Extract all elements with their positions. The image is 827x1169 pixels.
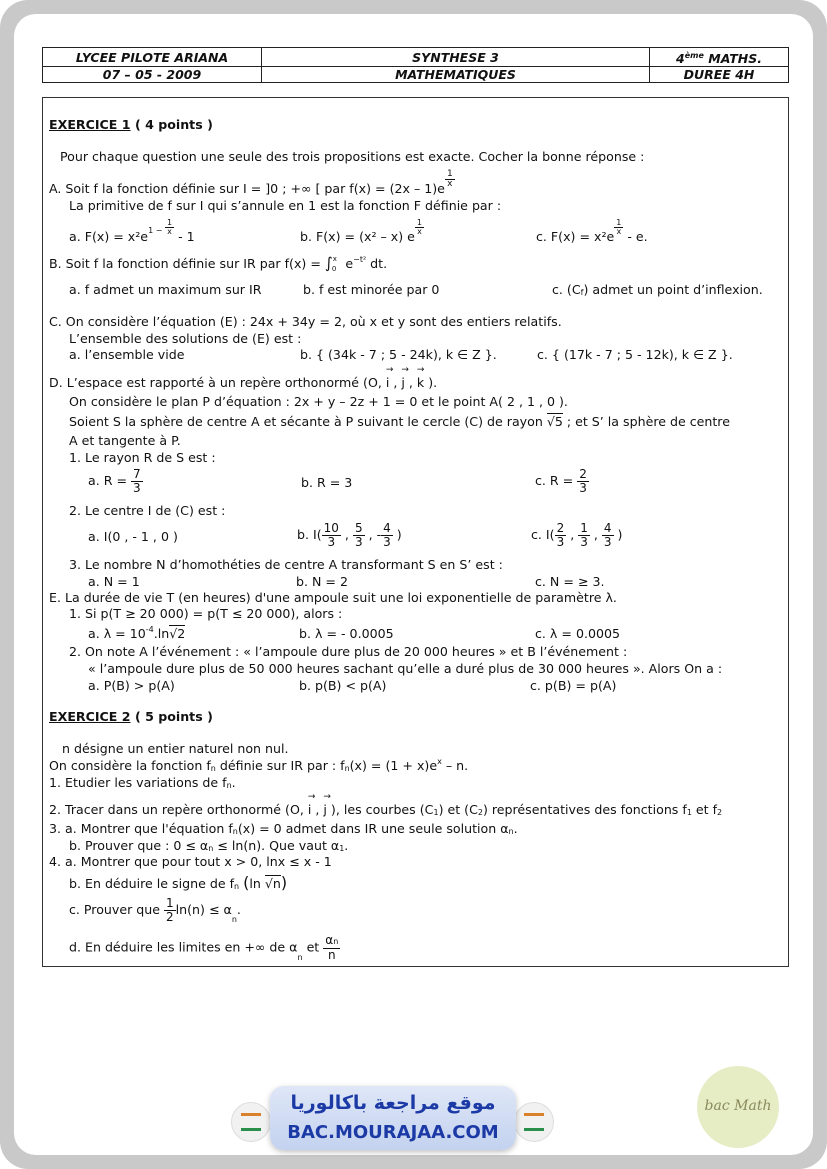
qD1: 1. Le rayon R de S est : bbox=[69, 450, 216, 465]
ex2-q3b: b. Prouver que : $0 \le \alpha_n \le \ln(n)$. Que vaut $\alpha_1$. bbox=[69, 838, 349, 853]
qE2: 2. On note A l’événement : « l’ampoule dure plus de 20 000 heures » et B l’événement : bbox=[69, 644, 628, 659]
footer-banner[interactable] bbox=[270, 1086, 516, 1150]
qD3-option-c[interactable]: c. N = ≥ 3. bbox=[535, 574, 605, 589]
qB-option-c[interactable]: c. $(C_f)$ admet un point d’inflexion. bbox=[552, 282, 763, 297]
qE2-option-a[interactable]: a. P(B) > p(A) bbox=[88, 678, 175, 693]
ex1-title: EXERCICE 1 ( 4 points ) bbox=[49, 117, 213, 132]
qC-option-a[interactable]: a. l’ensemble vide bbox=[69, 347, 185, 362]
exam-date: 07 – 05 - 2009 bbox=[43, 67, 262, 83]
school-name: LYCEE PILOTE ARIANA bbox=[43, 48, 262, 67]
qD2: 2. Le centre I de (C) est : bbox=[69, 503, 226, 518]
qD3-option-a[interactable]: a. N = 1 bbox=[88, 574, 140, 589]
qA-option-a[interactable]: a. $F(x) = x^2e^{1 -}$ $\frac{1}{x}$ - 1 bbox=[69, 218, 195, 244]
qC-line2: L’ensemble des solutions de (E) est : bbox=[69, 331, 302, 346]
ex2-line2: On considère la fonction $f_n$ définie sur IR par : $f_n(x) = (1 + x)e^x - n$. bbox=[49, 757, 469, 773]
exercise-box bbox=[42, 97, 789, 967]
ex2-q1: 1. Etudier les variations de $f_n$. bbox=[49, 775, 236, 790]
site-logo-left bbox=[231, 1102, 271, 1142]
qD3-option-b[interactable]: b. N = 2 bbox=[296, 574, 348, 589]
qC-option-c[interactable]: c. { (17k - 7 ; 5 - 12k), k ∈ Z }. bbox=[537, 347, 733, 362]
exam-duration: DUREE 4H bbox=[650, 67, 789, 83]
qD-line3: Soient S la sphère de centre A et sécante à P suivant le cercle (C) de rayon √5 ; et S’ la sphère de centre bbox=[69, 414, 730, 429]
exam-subject: MATHEMATIQUES bbox=[262, 67, 650, 83]
qE1: 1. Si p(T ≥ 20 000) = p(T ≤ 20 000), alors : bbox=[69, 606, 343, 621]
qB-statement: B. Soit f la fonction définie sur IR par f(x) = ∫$^x_0$ $e^{-t^2}$ dt. bbox=[49, 254, 388, 273]
qD3: 3. Le nombre N d’homothéties de centre A transformant S en S’ est : bbox=[69, 557, 503, 572]
bac-math-logo: bac Math bbox=[697, 1066, 779, 1148]
ex2-q2: 2. Tracer dans un repère orthonormé (O, → i , → j ), les courbes $(C_1)$ et $(C_2)$ représentatives des fonctions $f_1$ et $f_2$ bbox=[49, 802, 722, 817]
qA-option-c[interactable]: c. F(x) = x²e $\frac{1}{x}$ - e. bbox=[536, 218, 648, 244]
qE2-option-c[interactable]: c. p(B) = p(A) bbox=[530, 678, 617, 693]
qD-line4: A et tangente à P. bbox=[69, 433, 181, 448]
header-table bbox=[42, 47, 789, 83]
qE2-option-b[interactable]: b. p(B) < p(A) bbox=[299, 678, 387, 693]
qE-statement: E. La durée de vie T (en heures) d'une ampoule suit une loi exponentielle de paramètre λ. bbox=[49, 590, 617, 605]
qE1-option-b[interactable]: b. λ = - 0.0005 bbox=[299, 626, 394, 641]
exam-title: SYNTHESE 3 bbox=[262, 48, 650, 67]
qE1-option-c[interactable]: c. λ = 0.0005 bbox=[535, 626, 621, 641]
ex2-q4c: c. Prouver que $\frac{1}{2}$ $\ln(n) \le \alpha_n$. bbox=[69, 896, 241, 924]
class-level: 4ème MATHS. bbox=[650, 48, 789, 67]
qD2-option-c[interactable]: c. I( $\frac{2}{3}$ , $\frac{1}{3}$ , $\frac{4}{3}$ ) bbox=[531, 521, 623, 549]
qC-statement: C. On considère l’équation (E) : 24x + 34y = 2, où x et y sont des entiers relatifs. bbox=[49, 314, 562, 329]
qE1-option-a[interactable]: a. $\lambda = 10^{-4}.\ln√2$ bbox=[88, 625, 186, 641]
qB-option-a[interactable]: a. f admet un maximum sur IR bbox=[69, 282, 262, 297]
ex2-q4a: 4. a. Montrer que pour tout x > 0, lnx ≤ x - 1 bbox=[49, 854, 332, 869]
ex2-q3a: 3. a. Montrer que l'équation $f_n(x) = 0$ admet dans IR une seule solution $\alpha_n$. bbox=[49, 821, 518, 836]
footer-arabic-title: موقع مراجعة باكالوريا bbox=[290, 1092, 496, 1114]
ex2-title: EXERCICE 2 ( 5 points ) bbox=[49, 709, 213, 724]
qD-line2: On considère le plan P d’équation : 2x + y – 2z + 1 = 0 et le point A( 2 , 1 , 0 ). bbox=[69, 394, 568, 409]
ex2-q4d: d. En déduire les limites en +∞ de $\alpha_n$ et $\frac{\alpha n}{n}$ bbox=[69, 933, 339, 962]
qA-line2: La primitive de f sur I qui s’annule en 1 est la fonction F définie par : bbox=[69, 198, 502, 213]
qD1-option-b[interactable]: b. R = 3 bbox=[301, 475, 353, 490]
qD-statement: D. L’espace est rapporté à un repère orthonormé (O, → i , → j , → k ). bbox=[49, 375, 437, 390]
qD1-option-c[interactable]: c. R = $\frac{2}{3}$ bbox=[535, 467, 587, 495]
site-logo-right bbox=[514, 1102, 554, 1142]
qE2-line2: « l’ampoule dure plus de 50 000 heures sachant qu’elle a duré plus de 30 000 heures ». Alors On a : bbox=[88, 661, 723, 676]
qB-option-b[interactable]: b. f est minorée par 0 bbox=[303, 282, 440, 297]
qC-option-b[interactable]: b. { (34k - 7 ; 5 - 24k), k ∈ Z }. bbox=[300, 347, 497, 362]
qD1-option-a[interactable]: a. R = $\frac{7}{3}$ bbox=[88, 467, 141, 495]
ex1-intro: Pour chaque question une seule des trois propositions est exacte. Cocher la bonne réponse : bbox=[60, 149, 645, 164]
qA-option-b[interactable]: b. F(x) = (x² – x) e $\frac{1}{x}$ bbox=[300, 218, 423, 244]
qA-statement: A. Soit f la fonction définie sur I = ]0 ; +∞ [ par f(x) = (2x – 1)e $\frac{1}{x}$ bbox=[49, 169, 453, 196]
footer-url-link[interactable]: BAC.MOURAJAA.COM bbox=[287, 1122, 499, 1143]
qD2-option-a[interactable]: a. I(0 , - 1 , 0 ) bbox=[88, 529, 178, 544]
qD2-option-b[interactable]: b. I( $\frac{10}{3}$ , $\frac{5}{3}$ , - $\frac{4}{3}$ ) bbox=[297, 521, 402, 549]
ex2-q4b: b. En déduire le signe de $f_n$ (ln √n) bbox=[69, 873, 288, 892]
ex2-line1: n désigne un entier naturel non nul. bbox=[62, 741, 289, 756]
